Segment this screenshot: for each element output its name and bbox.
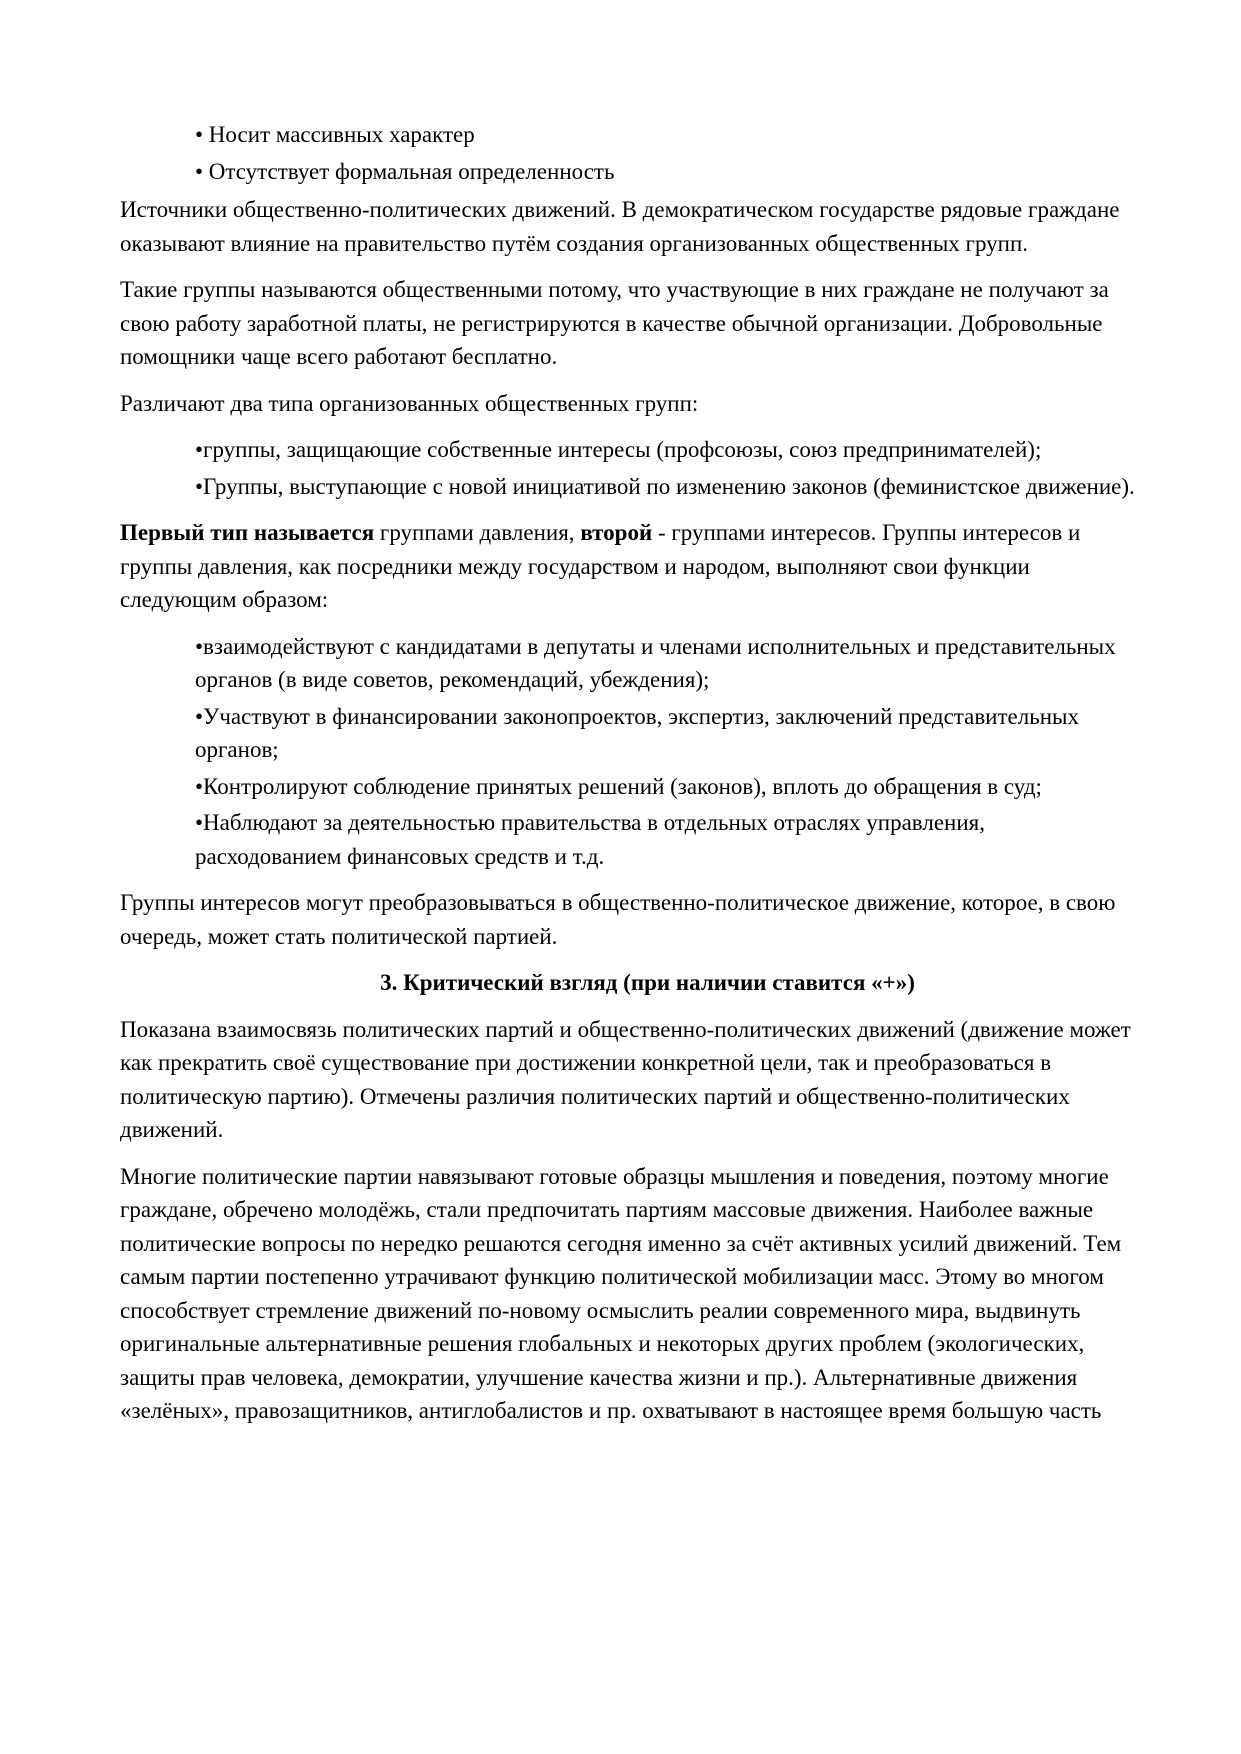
section-heading: 3. Критический взгляд (при наличии ставится «+») (380, 970, 915, 995)
document-page (120, 118, 1135, 1441)
paragraph-alternative-movements: Многие политические партии навязывают готовые образцы мышления и поведения, поэтому многие граждане, обречено молодёжь, стали предпочитать партиям массовые движения. Наиболее важные политические вопросы по нередко решаются сегодня именно за счёт активных усилий движений. Тем самым партии постепенно утрачивают функцию политической мобилизации масс. Этому во многом способствует стремление движений по-новому осмыслить реалии современного мира, выдвинуть оригинальные альтернативные решения глобальных и некоторых других проблем (экологических, защиты прав человека, демократии, улучшение качества жизни и пр.). Альтернативные движения «зелёных», правозащитников, антиглобалистов и пр. охватывают в настоящее время большую часть (120, 1163, 1122, 1423)
text-run: группами давления, (374, 520, 581, 545)
list-item: •группы, защищающие собственные интересы (профсоюзы, союз предпринимателей); (195, 437, 1042, 462)
paragraph-pressure-groups (120, 516, 1135, 617)
list-item: •взаимодействуют с кандидатами в депутаты и членами исполнительных и представительных органов (в виде советов, рекомендаций, убеждения); (195, 633, 1116, 692)
paragraph-sources: Источники общественно-политических движений. В демократическом государстве рядовые граждане оказывают влияние на правительство путём создания организованных общественных групп. (120, 197, 1120, 256)
list-item: •Участвуют в финансировании законопроектов, экспертиз, заключений представительных органов; (195, 703, 1079, 762)
paragraph-public-groups: Такие группы называются общественными потому, что участвующие в них граждане не получают за свою работу заработной платы, не регистрируются в качестве обычной организации. Добровольные помощники чаще всего работают бесплатно. (120, 277, 1109, 369)
bold-text: второй (580, 520, 653, 545)
paragraph-group-types-intro: Различают два типа организованных общественных групп: (120, 390, 699, 416)
text-run: - группами интересов. Группы интересов и группы давления, как посредники между государством и народом, выполняют свои функции следующим образом: (120, 520, 1081, 612)
list-item: •Контролируют соблюдение принятых решений (законов), вплоть до обращения в суд; (195, 773, 1042, 799)
top-bullet-list (120, 118, 1135, 188)
list-item: •Наблюдают за деятельностью правительства в отдельных отраслях управления, расходованием финансовых средств и т.д. (195, 810, 985, 869)
group-types-list (120, 433, 1135, 503)
list-item: • Отсутствует формальная определенность (195, 158, 615, 184)
list-item: • Носит массивных характер (195, 122, 475, 147)
bold-text: Первый тип называется (120, 520, 375, 545)
list-item: •Группы, выступающие с новой инициативой по изменению законов (феминистское движение). (195, 473, 1135, 499)
paragraph-transformation: Группы интересов могут преобразовываться в общественно-политическое движение, которое, в свою очередь, может стать политической партией. (120, 890, 1116, 949)
functions-list (120, 630, 1135, 874)
paragraph-relationship: Показана взаимосвязь политических партий и общественно-политических движений (движение может как прекратить своё существование при достижении конкретной цели, так и преобразоваться в политическую партию). Отмечены различия политических партий и общественно-политических движений. (120, 1016, 1131, 1142)
